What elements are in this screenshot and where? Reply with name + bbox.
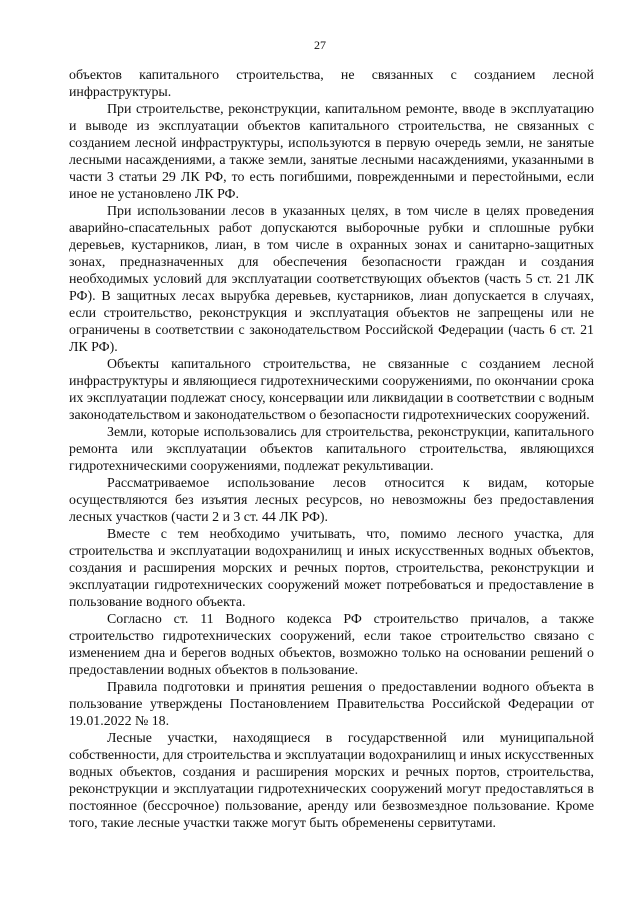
paragraph: Объекты капитального строительства, не связанные с созданием лесной инфраструктуры и являющиеся гидротехническими сооружениями, по окончании срока их эксплуатации подлежат сносу, консервации или ликвидации в соответствии с водным законодательством и законодательством о безопасности гидротехнических сооружений.	[69, 357, 594, 423]
paragraph: Рассматриваемое использование лесов относится к видам, которые осуществляются без изъятия лесных ресурсов, но невозможны без предоставления лесных участков (части 2 и 3 ст. 44 ЛК РФ).	[69, 476, 594, 525]
paragraph-continuation: объектов капитального строительства, не связанных с созданием лесной инфраструктуры.	[69, 68, 594, 100]
paragraph: Согласно ст. 11 Водного кодекса РФ строительство причалов, а также строительство гидротехнических сооружений, если такое строительство связано с изменением дна и берегов водных объектов, возможно только на основании решений о предоставлении водных объектов в пользование.	[69, 612, 594, 678]
paragraph: Правила подготовки и принятия решения о предоставлении водного объекта в пользование утверждены Постановлением Правительства Российской Федерации от 19.01.2022 № 18.	[69, 680, 594, 729]
document-body	[69, 67, 594, 832]
paragraph: Земли, которые использовались для строительства, реконструкции, капитального ремонта или эксплуатации объектов капитального строительства, являющихся гидротехническими сооружениями, подлежат рекультивации.	[69, 425, 594, 474]
paragraph: Вместе с тем необходимо учитывать, что, помимо лесного участка, для строительства и эксплуатации водохранилищ и иных искусственных водных объектов, создания и расширения морских и речных портов, строительства, реконструкции и эксплуатации гидротехнических сооружений может потребоваться и предоставление в пользование водного объекта.	[69, 527, 594, 610]
paragraph: Лесные участки, находящиеся в государственной или муниципальной собственности, для строительства и эксплуатации водохранилищ и иных искусственных водных объектов, создания и расширения морских и речных портов, строительства, реконструкции и эксплуатации гидротехнических сооружений могут предоставляться в постоянное (бессрочное) пользование, аренду или безвозмездное пользование. Кроме того, такие лесные участки также могут быть обременены сервитутами.	[69, 731, 594, 831]
page-number: 27	[314, 38, 326, 52]
paragraph: При строительстве, реконструкции, капитальном ремонте, вводе в эксплуатацию и выводе из эксплуатации объектов капитального строительства, не связанных с созданием лесной инфраструктуры, используются в первую очередь земли, не занятые лесными насаждениями, а также земли, занятые лесными насаждениями, указанными в части 3 статьи 29 ЛК РФ, то есть погибшими, поврежденными и перестойными, если иное не установлено ЛК РФ.	[69, 102, 594, 202]
paragraph: При использовании лесов в указанных целях, в том числе в целях проведения аварийно-спасательных работ допускаются выборочные рубки и сплошные рубки деревьев, кустарников, лиан, в том числе в охранных зонах и санитарно-защитных зонах, предназначенных для обеспечения безопасности граждан и создания необходимых условий для эксплуатации соответствующих объектов (часть 5 ст. 21 ЛК РФ). В защитных лесах вырубка деревьев, кустарников, лиан допускается в случаях, если строительство, реконструкция и эксплуатация объектов не запрещены или не ограничены в соответствии с законодательством Российской Федерации (часть 6 ст. 21 ЛК РФ).	[69, 204, 594, 355]
